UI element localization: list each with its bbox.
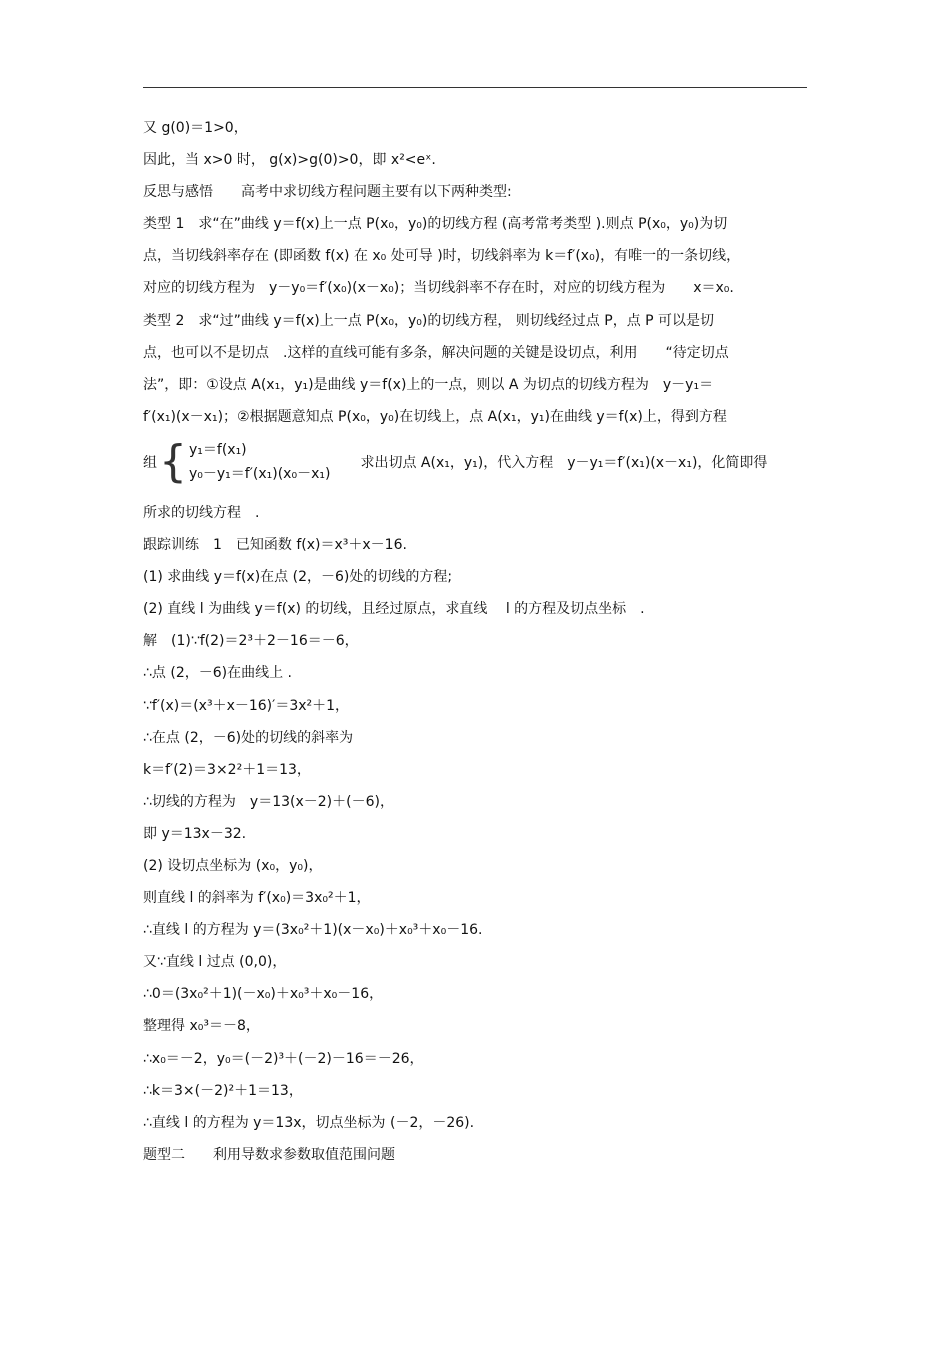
solution-line: ∴在点 (2，－6)处的切线的斜率为 bbox=[143, 729, 354, 746]
solution-line: ∴0＝(3x₀²＋1)(－x₀)＋x₀³＋x₀－16， bbox=[143, 986, 384, 1003]
solution-line: 即 y＝13x－32. bbox=[143, 825, 247, 842]
solution-line: 则直线 l 的斜率为 f′(x₀)＝3x₀²＋1， bbox=[143, 890, 371, 907]
equation-system bbox=[143, 433, 807, 491]
text-line: f′(x₁)(x－x₁)；②根据题意知点 P(x₀，y₀)在切线上，点 A(x₁，y₁)在曲线 y＝f(x)上，得到方程 bbox=[143, 408, 727, 425]
solution-line: ∴切线的方程为 y＝13(x－2)＋(－6)， bbox=[143, 793, 394, 810]
solution-line: ∴直线 l 的方程为 y＝13x，切点坐标为 (－2，－26). bbox=[143, 1114, 475, 1131]
left-brace-icon: { bbox=[159, 435, 187, 487]
page-body bbox=[143, 112, 807, 1171]
exercise-title: 跟踪训练 1 已知函数 f(x)＝x³＋x－16. bbox=[143, 537, 407, 554]
text-line: 点，当切线斜率存在 (即函数 f(x) 在 x₀ 处可导 )时，切线斜率为 k＝f′(x₀)，有唯一的一条切线， bbox=[143, 248, 741, 265]
text-line: 反思与感悟 高考中求切线方程问题主要有以下两种类型: bbox=[143, 184, 512, 201]
question-1: (1) 求曲线 y＝f(x)在点 (2，－6)处的切线的方程; bbox=[143, 569, 453, 586]
solution-line: ∴k＝3×(－2)²＋1＝13， bbox=[143, 1082, 303, 1099]
text-line: 所求的切线方程 . bbox=[143, 504, 260, 521]
system-suffix: 求出切点 A(x₁，y₁)，代入方程 y－y₁＝f′(x₁)(x－x₁)，化简即得 bbox=[360, 454, 768, 471]
system-eq1: y₁＝f(x₁) bbox=[189, 441, 247, 458]
solution-line: (2) 设切点坐标为 (x₀，y₀)， bbox=[143, 857, 323, 874]
header-rule bbox=[143, 87, 807, 88]
text-line: 又 g(0)＝1>0， bbox=[143, 120, 248, 136]
solution-line: 又∵直线 l 过点 (0,0)， bbox=[143, 954, 287, 971]
text-line: 法”，即：①设点 A(x₁，y₁)是曲线 y＝f(x)上的一点，则以 A 为切点的切线方程为 y－y₁＝ bbox=[143, 376, 714, 393]
text-line: 对应的切线方程为 y－y₀＝f′(x₀)(x－x₀)；当切线斜率不存在时，对应的切线方程为 x＝x₀. bbox=[143, 280, 734, 297]
solution-line: ∴x₀＝－2，y₀＝(－2)³＋(－2)－16＝－26， bbox=[143, 1050, 424, 1067]
text-line: 因此，当 x>0 时， g(x)>g(0)>0，即 x²<eˣ. bbox=[143, 152, 436, 169]
solution-line: ∵f′(x)＝(x³＋x－16)′＝3x²＋1， bbox=[143, 697, 350, 714]
text-line: 类型 2 求“过”曲线 y＝f(x)上一点 P(x₀，y₀)的切线方程， 则切线经过点 P，点 P 可以是切 bbox=[143, 312, 715, 329]
system-equations bbox=[189, 438, 330, 486]
question-2: (2) 直线 l 为曲线 y＝f(x) 的切线，且经过原点，求直线 l 的方程及切点坐标 . bbox=[143, 601, 645, 618]
text-line: 点，也可以不是切点 .这样的直线可能有多条，解决问题的关键是设切点，利用 “待定切点 bbox=[143, 344, 729, 361]
text-line: 类型 1 求“在”曲线 y＝f(x)上一点 P(x₀，y₀)的切线方程 (高考常考类型 ).则点 P(x₀，y₀)为切 bbox=[143, 216, 728, 233]
section-heading: 题型二 利用导数求参数取值范围问题 bbox=[143, 1146, 395, 1163]
solution-line: ∴直线 l 的方程为 y＝(3x₀²＋1)(x－x₀)＋x₀³＋x₀－16. bbox=[143, 922, 483, 939]
solution-line: 解 (1)∵f(2)＝2³＋2－16＝－6， bbox=[143, 633, 359, 650]
system-eq2: y₀－y₁＝f′(x₁)(x₀－x₁) bbox=[189, 465, 331, 482]
solution-line: ∴点 (2，－6)在曲线上 . bbox=[143, 665, 292, 682]
system-prefix: 组 bbox=[143, 454, 157, 471]
solution-line: 整理得 x₀³＝－8， bbox=[143, 1018, 260, 1035]
solution-line: k＝f′(2)＝3×2²＋1＝13， bbox=[143, 761, 311, 778]
